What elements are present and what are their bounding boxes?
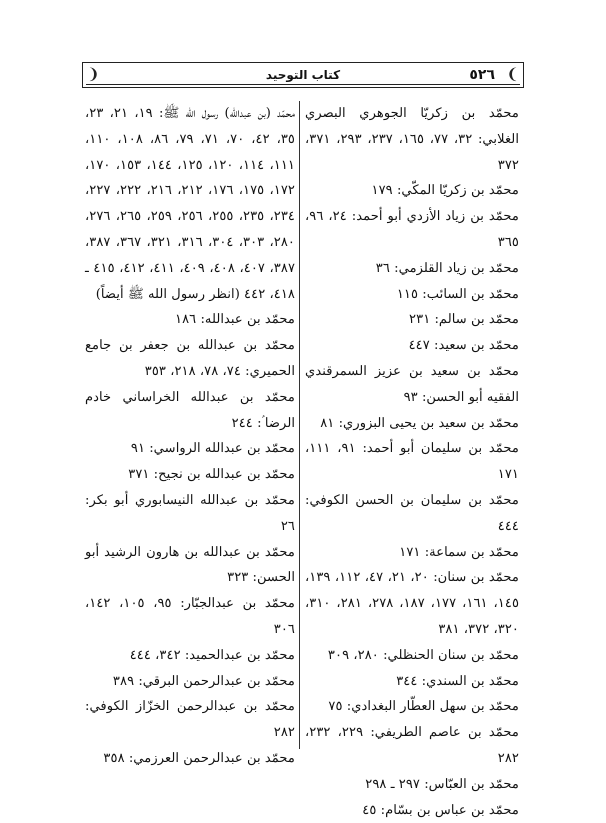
index-column-right bbox=[305, 101, 519, 823]
index-entry: محمّد بن عبدالرحمن العرزمي: ٣٥٨ bbox=[103, 750, 295, 766]
index-entry: محمّد بن عبدالله الرواسي: ٩١ bbox=[130, 441, 295, 457]
page-number: ٥٢٦ bbox=[469, 67, 495, 83]
index-entry: محمّد بن عباس بن بسّام: ٤٥ bbox=[362, 802, 519, 818]
index-entry: محمّد بن سعيد: ٤٤٧ bbox=[408, 338, 519, 354]
index-entry: محمّد بن عاصم الطريفي: ٢٢٩، ٢٣٢، ٢٨٢ bbox=[305, 725, 519, 766]
index-entry: محمّد بن زياد الأزدي أبو أحمد: ٢٤، ٩٦، ٣٦٥ bbox=[305, 209, 519, 250]
index-entry: محمّد بن سعيد بن عزيز السمرقندي الفقيه أبو الحسن: ٩٣ bbox=[305, 363, 519, 405]
header-ornament-right-icon: ❨ bbox=[506, 65, 519, 83]
index-entry: محمّد بن العبّاس: ٢٩٧ ـ ٢٩٨ bbox=[365, 776, 519, 792]
index-entry: محمّد بن عبدالله بن هارون الرشيد أبو الحسن: ٣٢٣ bbox=[85, 544, 295, 586]
column-divider bbox=[299, 101, 300, 749]
index-entry: محمّد بن عبدالله بن نجيح: ٣٧١ bbox=[128, 467, 295, 483]
index-entry: محمّد بن زكريّا الجوهري البصري الغلابي: ٣٢، ٧٧، ١٦٥، ٢٣٧، ٢٩٣، ٣٧١، ٣٧٢ bbox=[305, 106, 519, 173]
index-entry: محمّد بن سنان: ٢٠، ٢١، ٤٧، ١١٢، ١٣٩، ١٤٥، ١٦١، ١٧٧، ١٨٧، ٢٧٨، ٢٨١، ٣١٠، ٣٢٠، ٣٧٢، ٣٨١ bbox=[305, 570, 520, 637]
index-entry: محمّد بن عبدالرحمن البرقي: ٣٨٩ bbox=[112, 673, 295, 689]
index-column-left bbox=[85, 101, 295, 772]
index-entry: محمّد بن سماعة: ١٧١ bbox=[399, 544, 519, 560]
index-entry: محمّد بن عبدالحميد: ٣٤٢، ٤٤٤ bbox=[129, 647, 295, 663]
index-entry: محمّد بن عبدالله الخراساني خادم الرضا ؑ: ٢٤٤ bbox=[85, 389, 295, 431]
index-entry: محمّد بن سنان الحنظلي: ٢٨٠، ٣٠٩ bbox=[327, 647, 519, 663]
index-entry: محمّد (بن عبدالله) رسول الله ﷺ: ١٩، ٢١، ٢٣، ٣٥، ٤٢، ٧٠، ٧١، ٧٩، ٨٦، ١٠٨، ١١٠، ١١١، ١١٤، ١٢٠، ١٢٥، ١٤٤، ١٥٣، ١٧٠، ١٧٢، ١٧٥، ١٧٦، ٢١٢، ٢١٦، ٢٢٢، ٢٢٧، ٢٣٤، ٢٣٥، ٢٥٥، ٢٥٦، ٢٥٩، ٢٦٥، ٢٧٦، ٢٨٠، ٣٠٣، ٣٠٤، ٣١٦، ٣٢١، ٣٦٧، ٣٨٧، ٣٨٧، ٤٠٧، ٤٠٨، ٤٠٩، ٤١١، ٤١٢، ٤١٥ ـ ٤١٨، ٤٤٢ (انظر رسول الله ﷺ أيضاً) bbox=[85, 106, 296, 302]
index-entry: محمّد بن زياد القلزمي: ٣٦ bbox=[375, 260, 519, 276]
index-entry: محمّد بن سعيد بن يحيى البزوري: ٨١ bbox=[320, 415, 519, 431]
index-entry: محمّد بن سالم: ٢٣١ bbox=[409, 312, 519, 328]
index-entry: محمّد بن سهل العطّار البغدادي: ٧٥ bbox=[328, 699, 519, 715]
index-entry: محمّد بن السندي: ٣٤٤ bbox=[396, 673, 519, 689]
index-entry: محمّد بن عبدالله: ١٨٦ bbox=[175, 312, 295, 328]
index-entry: محمّد بن عبدالجبّار: ٩٥، ١٠٥، ١٤٢، ٣٠٦ bbox=[85, 596, 295, 637]
index-entry: محمّد بن زكريّا المكّي: ١٧٩ bbox=[371, 183, 519, 199]
header-ornament-left-icon: ❩ bbox=[87, 65, 100, 83]
index-entry: محمّد بن سليمان أبو أحمد: ٩١، ١١١، ١٧١ bbox=[305, 441, 519, 483]
index-entry: محمّد بن عبدالرحمن الخزّاز الكوفي: ٢٨٢ bbox=[85, 699, 295, 741]
running-header bbox=[82, 62, 524, 88]
index-entry: محمّد بن سليمان بن الحسن الكوفي: ٤٤٤ bbox=[305, 492, 519, 534]
index-entry: محمّد بن السائب: ١١٥ bbox=[396, 286, 519, 302]
index-entry: محمّد بن عبدالله النيسابوري أبو بكر: ٢٦ bbox=[85, 492, 295, 534]
running-title: كتاب التوحيد bbox=[265, 68, 341, 82]
index-entry: محمّد بن عبدالله بن جعفر بن جامع الحميري: ٧٤، ٧٨، ٢١٨، ٣٥٣ bbox=[85, 338, 295, 379]
